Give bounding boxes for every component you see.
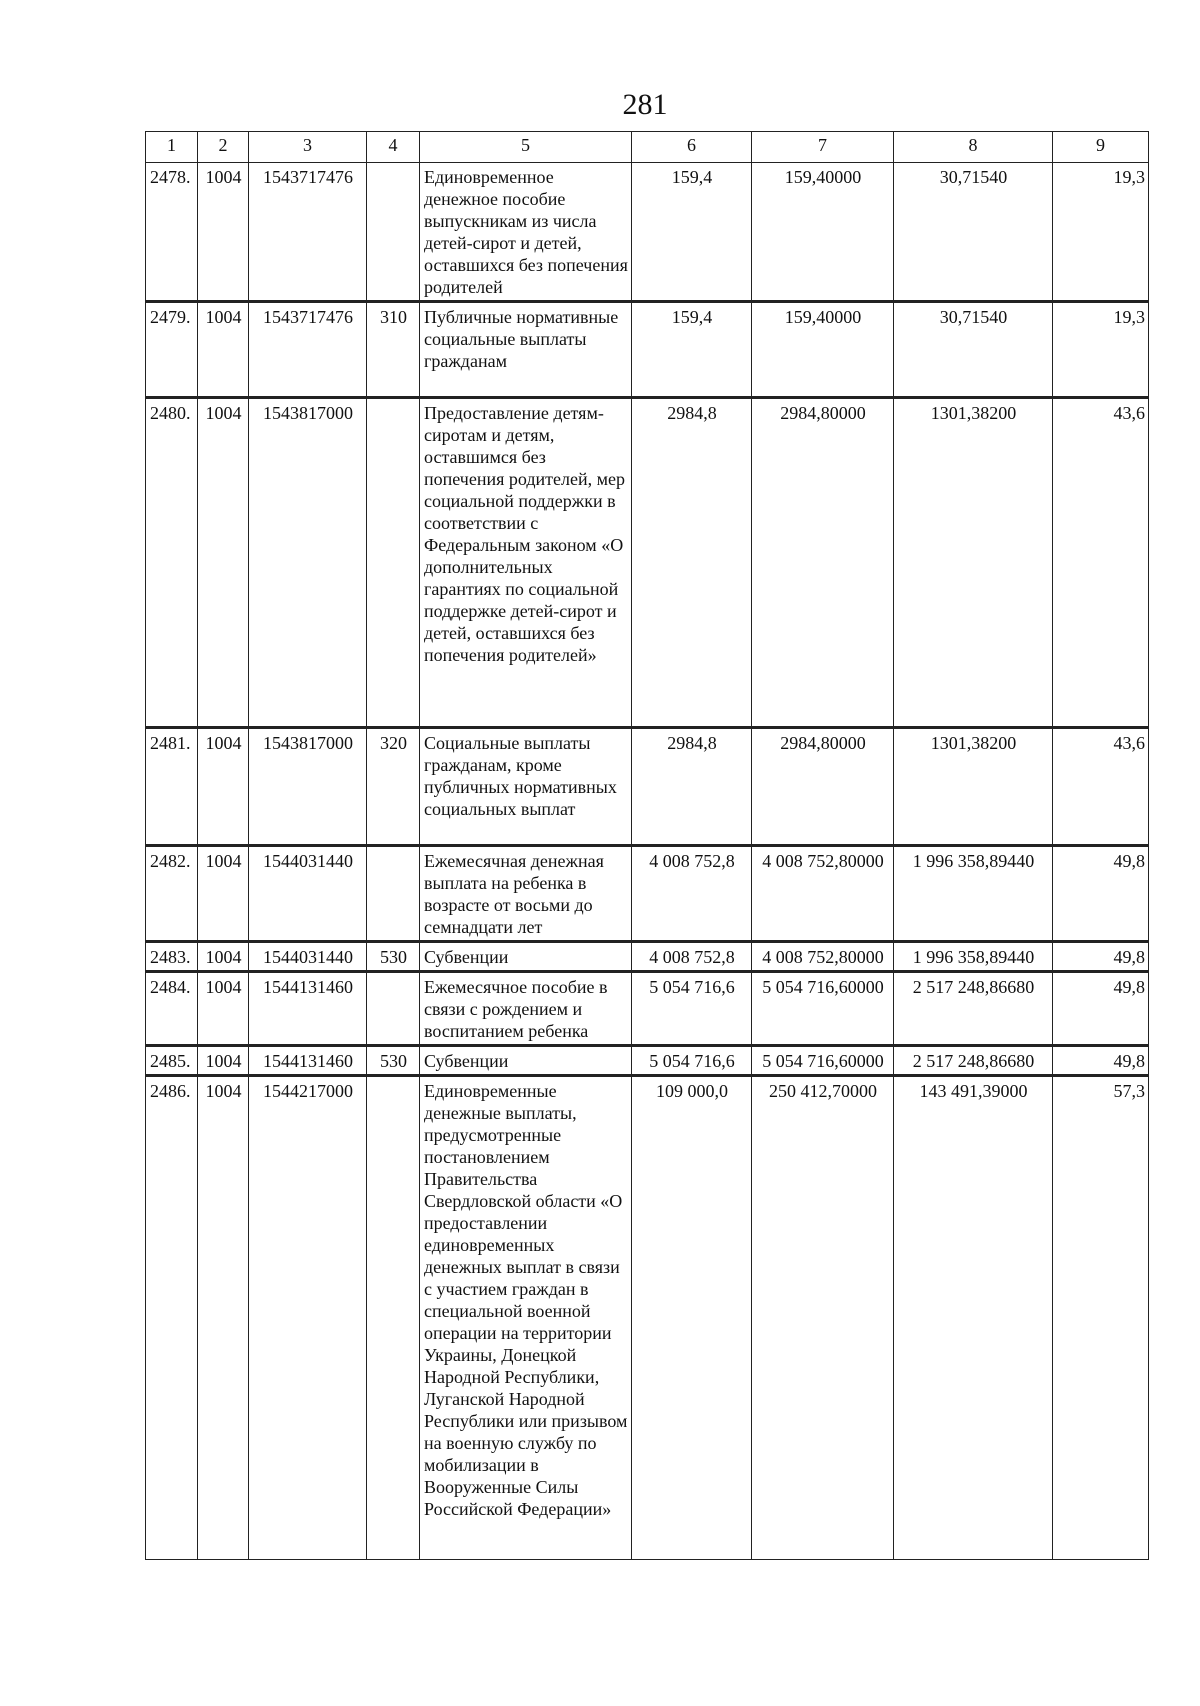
value-col8: 1 996 358,89440	[894, 942, 1053, 972]
header-cell: 8	[894, 132, 1053, 163]
expense-type-code	[367, 972, 420, 1046]
item-name: Предоставление детям-сиротам и детям, оставшимся без попечения родителей, мер социальной поддержки в соответствии с Федеральным законом «О дополнительных гарантиях по социальной поддержке детей-сирот и детей, оставшихся без попечения родителей»	[420, 398, 632, 728]
value-col9: 43,6	[1053, 398, 1149, 728]
value-col6: 2984,8	[632, 728, 752, 846]
target-code: 1544131460	[249, 972, 367, 1046]
value-col7: 2984,80000	[752, 398, 894, 728]
expense-type-code: 530	[367, 1046, 420, 1076]
section-code: 1004	[198, 398, 249, 728]
header-cell: 5	[420, 132, 632, 163]
value-col7: 2984,80000	[752, 728, 894, 846]
row-number: 2485.	[146, 1046, 198, 1076]
target-code: 1543817000	[249, 728, 367, 846]
value-col9: 19,3	[1053, 163, 1149, 302]
row-number: 2483.	[146, 942, 198, 972]
row-number: 2478.	[146, 163, 198, 302]
value-col8: 1301,38200	[894, 728, 1053, 846]
expense-type-code: 530	[367, 942, 420, 972]
expense-type-code	[367, 163, 420, 302]
value-col8: 2 517 248,86680	[894, 1046, 1053, 1076]
target-code: 1544031440	[249, 846, 367, 942]
target-code: 1544131460	[249, 1046, 367, 1076]
table-row	[146, 972, 1149, 1046]
value-col9: 57,3	[1053, 1076, 1149, 1560]
table-row	[146, 728, 1149, 846]
section-code: 1004	[198, 846, 249, 942]
item-name: Социальные выплаты гражданам, кроме публичных нормативных социальных выплат	[420, 728, 632, 846]
value-col6: 4 008 752,8	[632, 942, 752, 972]
header-row	[146, 132, 1149, 163]
header-cell: 4	[367, 132, 420, 163]
value-col7: 5 054 716,60000	[752, 1046, 894, 1076]
item-name: Публичные нормативные социальные выплаты гражданам	[420, 302, 632, 398]
item-name: Ежемесячное пособие в связи с рождением и воспитанием ребенка	[420, 972, 632, 1046]
section-code: 1004	[198, 1046, 249, 1076]
value-col9: 49,8	[1053, 846, 1149, 942]
row-number: 2482.	[146, 846, 198, 942]
value-col8: 1301,38200	[894, 398, 1053, 728]
expense-type-code	[367, 1076, 420, 1560]
target-code: 1543817000	[249, 398, 367, 728]
value-col7: 5 054 716,60000	[752, 972, 894, 1046]
row-number: 2484.	[146, 972, 198, 1046]
value-col7: 4 008 752,80000	[752, 942, 894, 972]
item-name: Единовременные денежные выплаты, предусмотренные постановлением Правительства Свердловской области «О предоставлении единовременных денежных выплат в связи с участием граждан в специальной военной операции на территории Украины, Донецкой Народной Республики, Луганской Народной Республики или призывом на военную службу по мобилизации в Вооруженные Силы Российской Федерации»	[420, 1076, 632, 1560]
table-row	[146, 398, 1149, 728]
row-number: 2481.	[146, 728, 198, 846]
value-col6: 4 008 752,8	[632, 846, 752, 942]
value-col9: 49,8	[1053, 942, 1149, 972]
header-cell: 3	[249, 132, 367, 163]
item-name: Ежемесячная денежная выплата на ребенка в возрасте от восьми до семнадцати лет	[420, 846, 632, 942]
value-col7: 250 412,70000	[752, 1076, 894, 1560]
value-col6: 159,4	[632, 163, 752, 302]
section-code: 1004	[198, 302, 249, 398]
table-row	[146, 163, 1149, 302]
table-row	[146, 1046, 1149, 1076]
value-col9: 19,3	[1053, 302, 1149, 398]
row-number: 2486.	[146, 1076, 198, 1560]
value-col7: 4 008 752,80000	[752, 846, 894, 942]
value-col6: 109 000,0	[632, 1076, 752, 1560]
value-col8: 143 491,39000	[894, 1076, 1053, 1560]
section-code: 1004	[198, 942, 249, 972]
expense-type-code	[367, 398, 420, 728]
table-row	[146, 302, 1149, 398]
item-name: Субвенции	[420, 942, 632, 972]
value-col6: 5 054 716,6	[632, 972, 752, 1046]
value-col8: 1 996 358,89440	[894, 846, 1053, 942]
row-number: 2479.	[146, 302, 198, 398]
header-cell: 1	[146, 132, 198, 163]
target-code: 1544031440	[249, 942, 367, 972]
section-code: 1004	[198, 163, 249, 302]
item-name: Единовременное денежное пособие выпускникам из числа детей-сирот и детей, оставшихся без попечения родителей	[420, 163, 632, 302]
expense-type-code	[367, 846, 420, 942]
target-code: 1543717476	[249, 302, 367, 398]
header-cell: 9	[1053, 132, 1149, 163]
value-col6: 5 054 716,6	[632, 1046, 752, 1076]
section-code: 1004	[198, 728, 249, 846]
page-number: 281	[622, 88, 668, 121]
header-cell: 7	[752, 132, 894, 163]
value-col9: 49,8	[1053, 1046, 1149, 1076]
expense-type-code: 310	[367, 302, 420, 398]
budget-table	[145, 131, 1149, 1560]
target-code: 1543717476	[249, 163, 367, 302]
table-row	[146, 846, 1149, 942]
table-row	[146, 942, 1149, 972]
section-code: 1004	[198, 1076, 249, 1560]
value-col6: 159,4	[632, 302, 752, 398]
header-cell: 6	[632, 132, 752, 163]
value-col7: 159,40000	[752, 163, 894, 302]
value-col7: 159,40000	[752, 302, 894, 398]
value-col6: 2984,8	[632, 398, 752, 728]
value-col9: 49,8	[1053, 972, 1149, 1046]
row-number: 2480.	[146, 398, 198, 728]
header-cell: 2	[198, 132, 249, 163]
value-col9: 43,6	[1053, 728, 1149, 846]
value-col8: 30,71540	[894, 302, 1053, 398]
target-code: 1544217000	[249, 1076, 367, 1560]
item-name: Субвенции	[420, 1046, 632, 1076]
value-col8: 30,71540	[894, 163, 1053, 302]
table-row	[146, 1076, 1149, 1560]
expense-type-code: 320	[367, 728, 420, 846]
value-col8: 2 517 248,86680	[894, 972, 1053, 1046]
section-code: 1004	[198, 972, 249, 1046]
